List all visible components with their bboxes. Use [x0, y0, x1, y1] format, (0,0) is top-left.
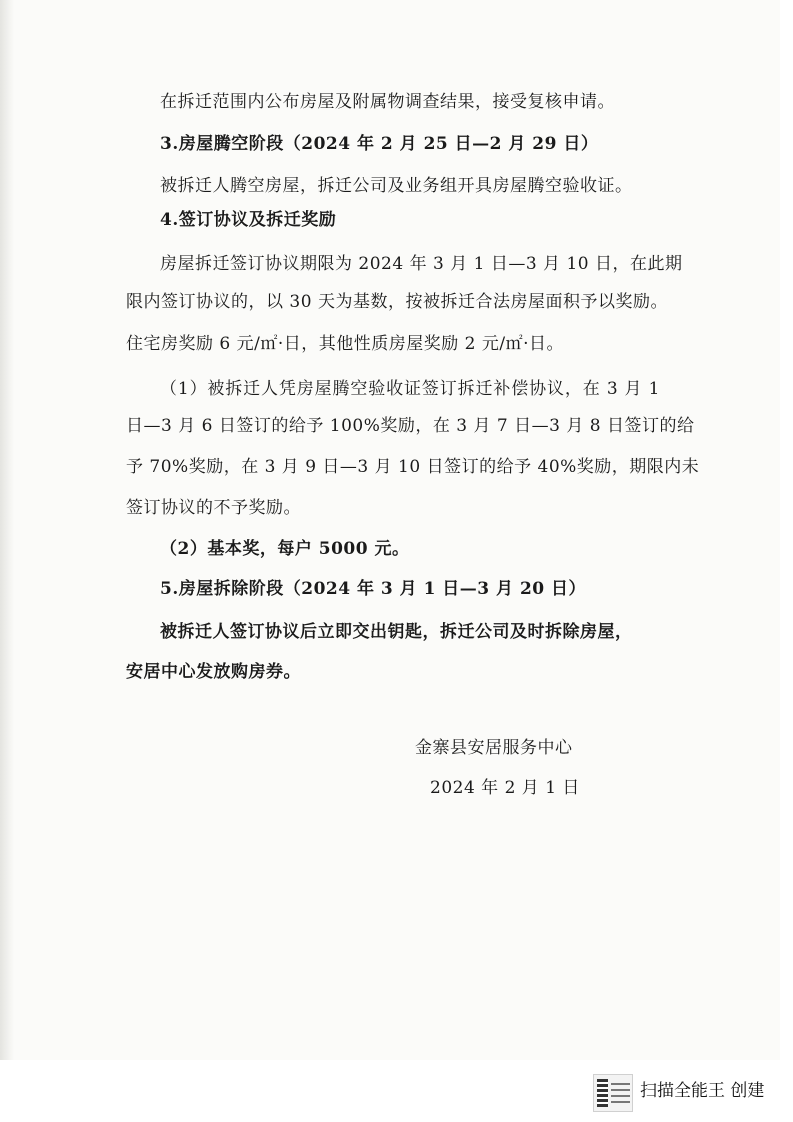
- item-1-line-3: 予 70%奖励，在 3 月 9 日—3 月 10 日签订的给予 40%奖励，期限内未: [126, 457, 700, 477]
- item-1-line-1: （1）被拆迁人凭房屋腾空验收证签订拆迁补偿协议，在 3 月 1: [160, 379, 660, 399]
- qr-text-lines: [611, 1083, 630, 1103]
- camscanner-qr-icon: [593, 1074, 633, 1112]
- paragraph-survey-results: 在拆迁范围内公布房屋及附属物调查结果，接受复核申请。: [160, 92, 615, 112]
- heading-agreement-reward: 4.签订协议及拆迁奖励: [160, 210, 337, 230]
- camscanner-watermark-label: 扫描全能王 创建: [640, 1081, 765, 1101]
- item-1-line-4: 签订协议的不予奖励。: [126, 498, 301, 518]
- paragraph-demolition-line-1: 被拆迁人签订协议后立即交出钥匙，拆迁公司及时拆除房屋，: [160, 622, 633, 642]
- item-1-line-2: 日—3 月 6 日签订的给予 100%奖励，在 3 月 7 日—3 月 8 日签订的给: [126, 416, 695, 436]
- signature-date: 2024 年 2 月 1 日: [430, 778, 580, 798]
- heading-vacate-stage: 3.房屋腾空阶段（2024 年 2 月 25 日—2 月 29 日）: [160, 134, 599, 154]
- qr-code-mark: [597, 1079, 608, 1107]
- signature-organization: 金寨县安居服务中心: [415, 738, 573, 758]
- paragraph-demolition-line-2: 安居中心发放购房券。: [126, 662, 301, 682]
- paragraph-agreement-line-2: 限内签订协议的，以 30 天为基数，按被拆迁合法房屋面积予以奖励。: [126, 292, 668, 312]
- scan-shadow-edge: [0, 0, 14, 1060]
- paragraph-agreement-line-1: 房屋拆迁签订协议期限为 2024 年 3 月 1 日—3 月 10 日，在此期: [160, 254, 683, 274]
- heading-demolition-stage: 5.房屋拆除阶段（2024 年 3 月 1 日—3 月 20 日）: [160, 579, 587, 599]
- paragraph-agreement-line-3: 住宅房奖励 6 元/㎡·日，其他性质房屋奖励 2 元/㎡·日。: [126, 334, 565, 354]
- paragraph-vacate: 被拆迁人腾空房屋，拆迁公司及业务组开具房屋腾空验收证。: [160, 176, 633, 196]
- item-2-basic-reward: （2）基本奖，每户 5000 元。: [160, 539, 410, 559]
